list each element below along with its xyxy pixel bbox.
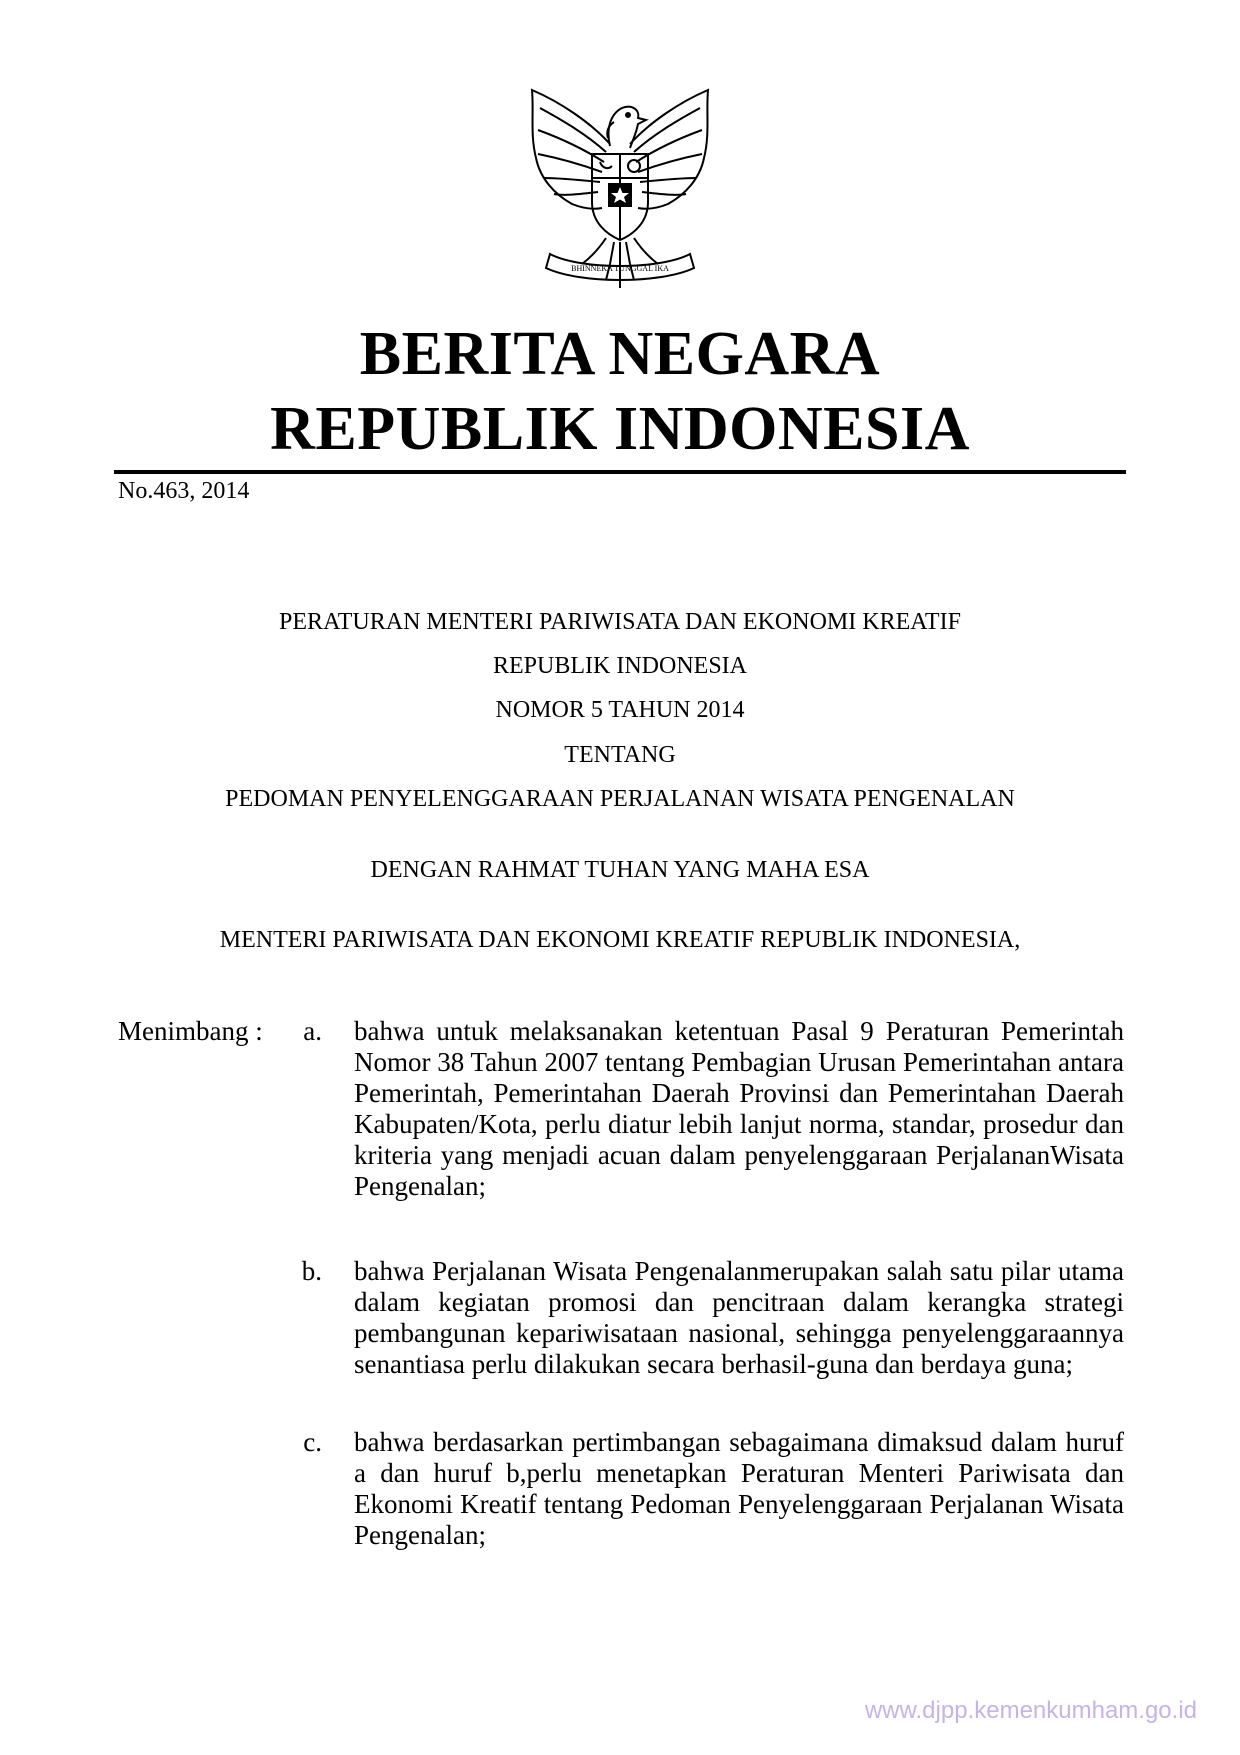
consideration-letter-b: b.	[301, 1256, 322, 1286]
issue-number: No.463, 2014	[118, 478, 250, 504]
considerations-label: Menimbang :	[118, 1016, 263, 1046]
masthead-title: BERITA NEGARA	[359, 320, 881, 388]
masthead-subtitle: REPUBLIK INDONESIA	[270, 395, 970, 463]
regulation-about: TENTANG	[564, 742, 676, 768]
regulation-authority: MENTERI PARIWISATA DAN EKONOMI KREATIF REPUBLIK INDONESIA,	[219, 927, 1021, 953]
regulation-title-line1: PERATURAN MENTERI PARIWISATA DAN EKONOMI KREATIF	[279, 609, 961, 635]
motto-text: BHINNEKA TUNGGAL IKA	[571, 264, 669, 273]
consideration-letter-a: a.	[303, 1016, 322, 1046]
regulation-blessing: DENGAN RAHMAT TUHAN YANG MAHA ESA	[370, 857, 870, 883]
consideration-text-c: bahwa berdasarkan pertimbangan sebagaimana dimaksud dalam huruf a dan huruf b,perlu menetapkan Peraturan Menteri Pariwisata dan Ekonomi Kreatif tentang Pedoman Penyelenggaraan Perjalanan Wisata Pengenalan;	[354, 1427, 1124, 1550]
consideration-letter-c: c.	[303, 1427, 322, 1457]
regulation-subject: PEDOMAN PENYELENGGARAAN PERJALANAN WISATA PENGENALAN	[225, 786, 1015, 812]
regulation-title-line2: REPUBLIK INDONESIA	[493, 653, 747, 679]
footer-url-link[interactable]: www.djpp.kemenkumham.go.id	[864, 1697, 1197, 1724]
masthead-divider	[114, 470, 1126, 474]
consideration-text-a: bahwa untuk melaksanakan ketentuan Pasal 9 Peraturan Pemerintah Nomor 38 Tahun 2007 tentang Pembagian Urusan Pemerintahan antara Pemerintah, Pemerintahan Daerah Provinsi dan Pemerintahan Daerah Kabupaten/Kota, perlu diatur lebih lanjut norma, standar, prosedur dan kriteria yang menjadi acuan dalam penyelenggaraan PerjalananWisata Pengenalan;	[354, 1016, 1124, 1201]
garuda-pancasila-emblem-icon	[510, 82, 730, 302]
consideration-text-b: bahwa Perjalanan Wisata Pengenalanmerupakan salah satu pilar utama dalam kegiatan promosi dan pencitraan dalam kerangka strategi pembangunan kepariwisataan nasional, sehingga penyelenggaraannya senantiasa perlu dilakukan secara berhasil-guna dan berdaya guna;	[354, 1256, 1124, 1379]
regulation-number: NOMOR 5 TAHUN 2014	[495, 697, 745, 723]
